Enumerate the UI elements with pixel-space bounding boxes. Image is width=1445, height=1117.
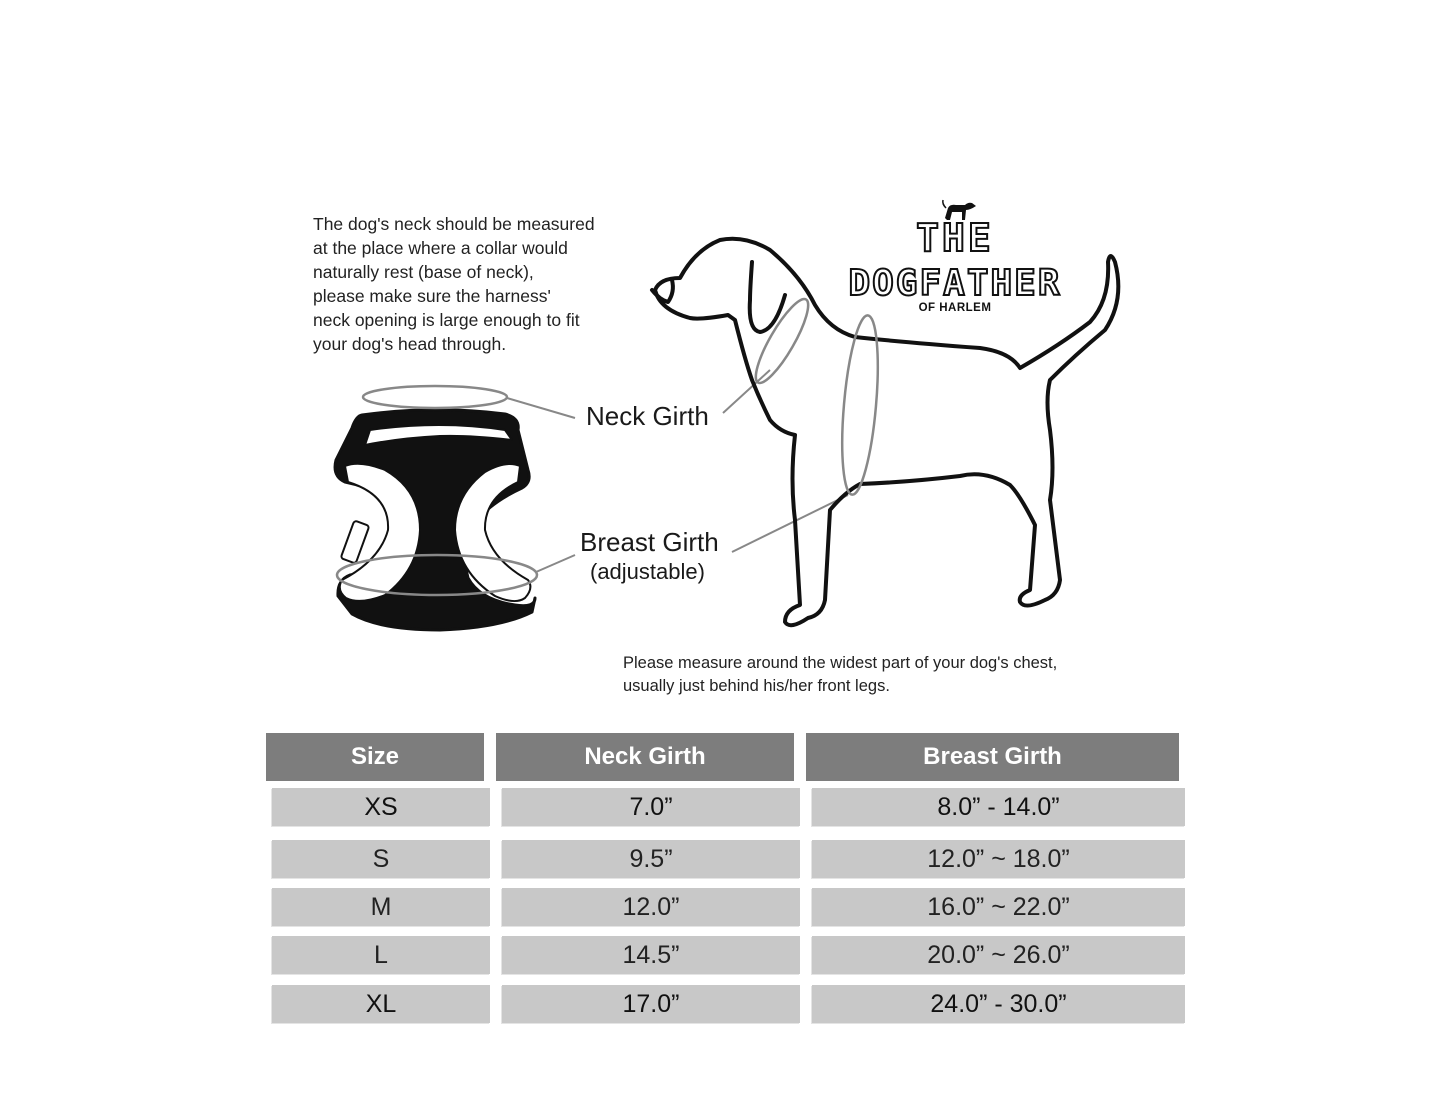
cell-neck: 17.0” [502, 985, 800, 1023]
header-size: Size [266, 733, 484, 781]
harness-illustration-icon [335, 410, 535, 630]
breast-girth-sublabel: (adjustable) [590, 559, 705, 584]
cell-size: L [272, 936, 490, 974]
instruction-line: Please measure around the widest part of your dog's chest, [623, 654, 1058, 672]
instruction-line: your dog's head through. [313, 334, 507, 354]
cell-breast: 8.0” - 14.0” [812, 788, 1185, 826]
cell-neck: 9.5” [502, 840, 800, 878]
cell-size: XS [272, 788, 490, 826]
chest-measure-instructions [623, 652, 1057, 698]
logo-of-harlem: OF HARLEM [918, 302, 992, 314]
cell-breast: 24.0” - 30.0” [812, 985, 1185, 1023]
cell-size: M [272, 888, 490, 926]
brand-logo [830, 200, 1080, 314]
neck-girth-ring [363, 386, 507, 408]
instruction-line: neck opening is large enough to fit [313, 310, 580, 330]
breast-girth-label: Breast Girth [580, 527, 719, 557]
instruction-line: The dog's neck should be measured [313, 214, 595, 234]
cell-breast: 20.0” ~ 26.0” [812, 936, 1185, 974]
cell-neck: 14.5” [502, 936, 800, 974]
cell-neck: 12.0” [502, 888, 800, 926]
cell-breast: 12.0” ~ 18.0” [812, 840, 1185, 878]
cell-size: S [272, 840, 490, 878]
instruction-line: naturally rest (base of neck), [313, 262, 534, 282]
cell-size: XL [272, 985, 490, 1023]
logo-dogfather: DOGFATHER [848, 263, 1062, 304]
instruction-line: at the place where a collar would [313, 238, 568, 258]
header-neck-girth: Neck Girth [496, 733, 794, 781]
header-breast-girth: Breast Girth [806, 733, 1179, 781]
logo-the: THE [916, 216, 994, 260]
cell-breast: 16.0” ~ 22.0” [812, 888, 1185, 926]
cell-neck: 7.0” [502, 788, 800, 826]
neck-girth-label: Neck Girth [586, 401, 709, 431]
instruction-line: please make sure the harness' [313, 286, 551, 306]
instruction-line: usually just behind his/her front legs. [623, 677, 890, 695]
